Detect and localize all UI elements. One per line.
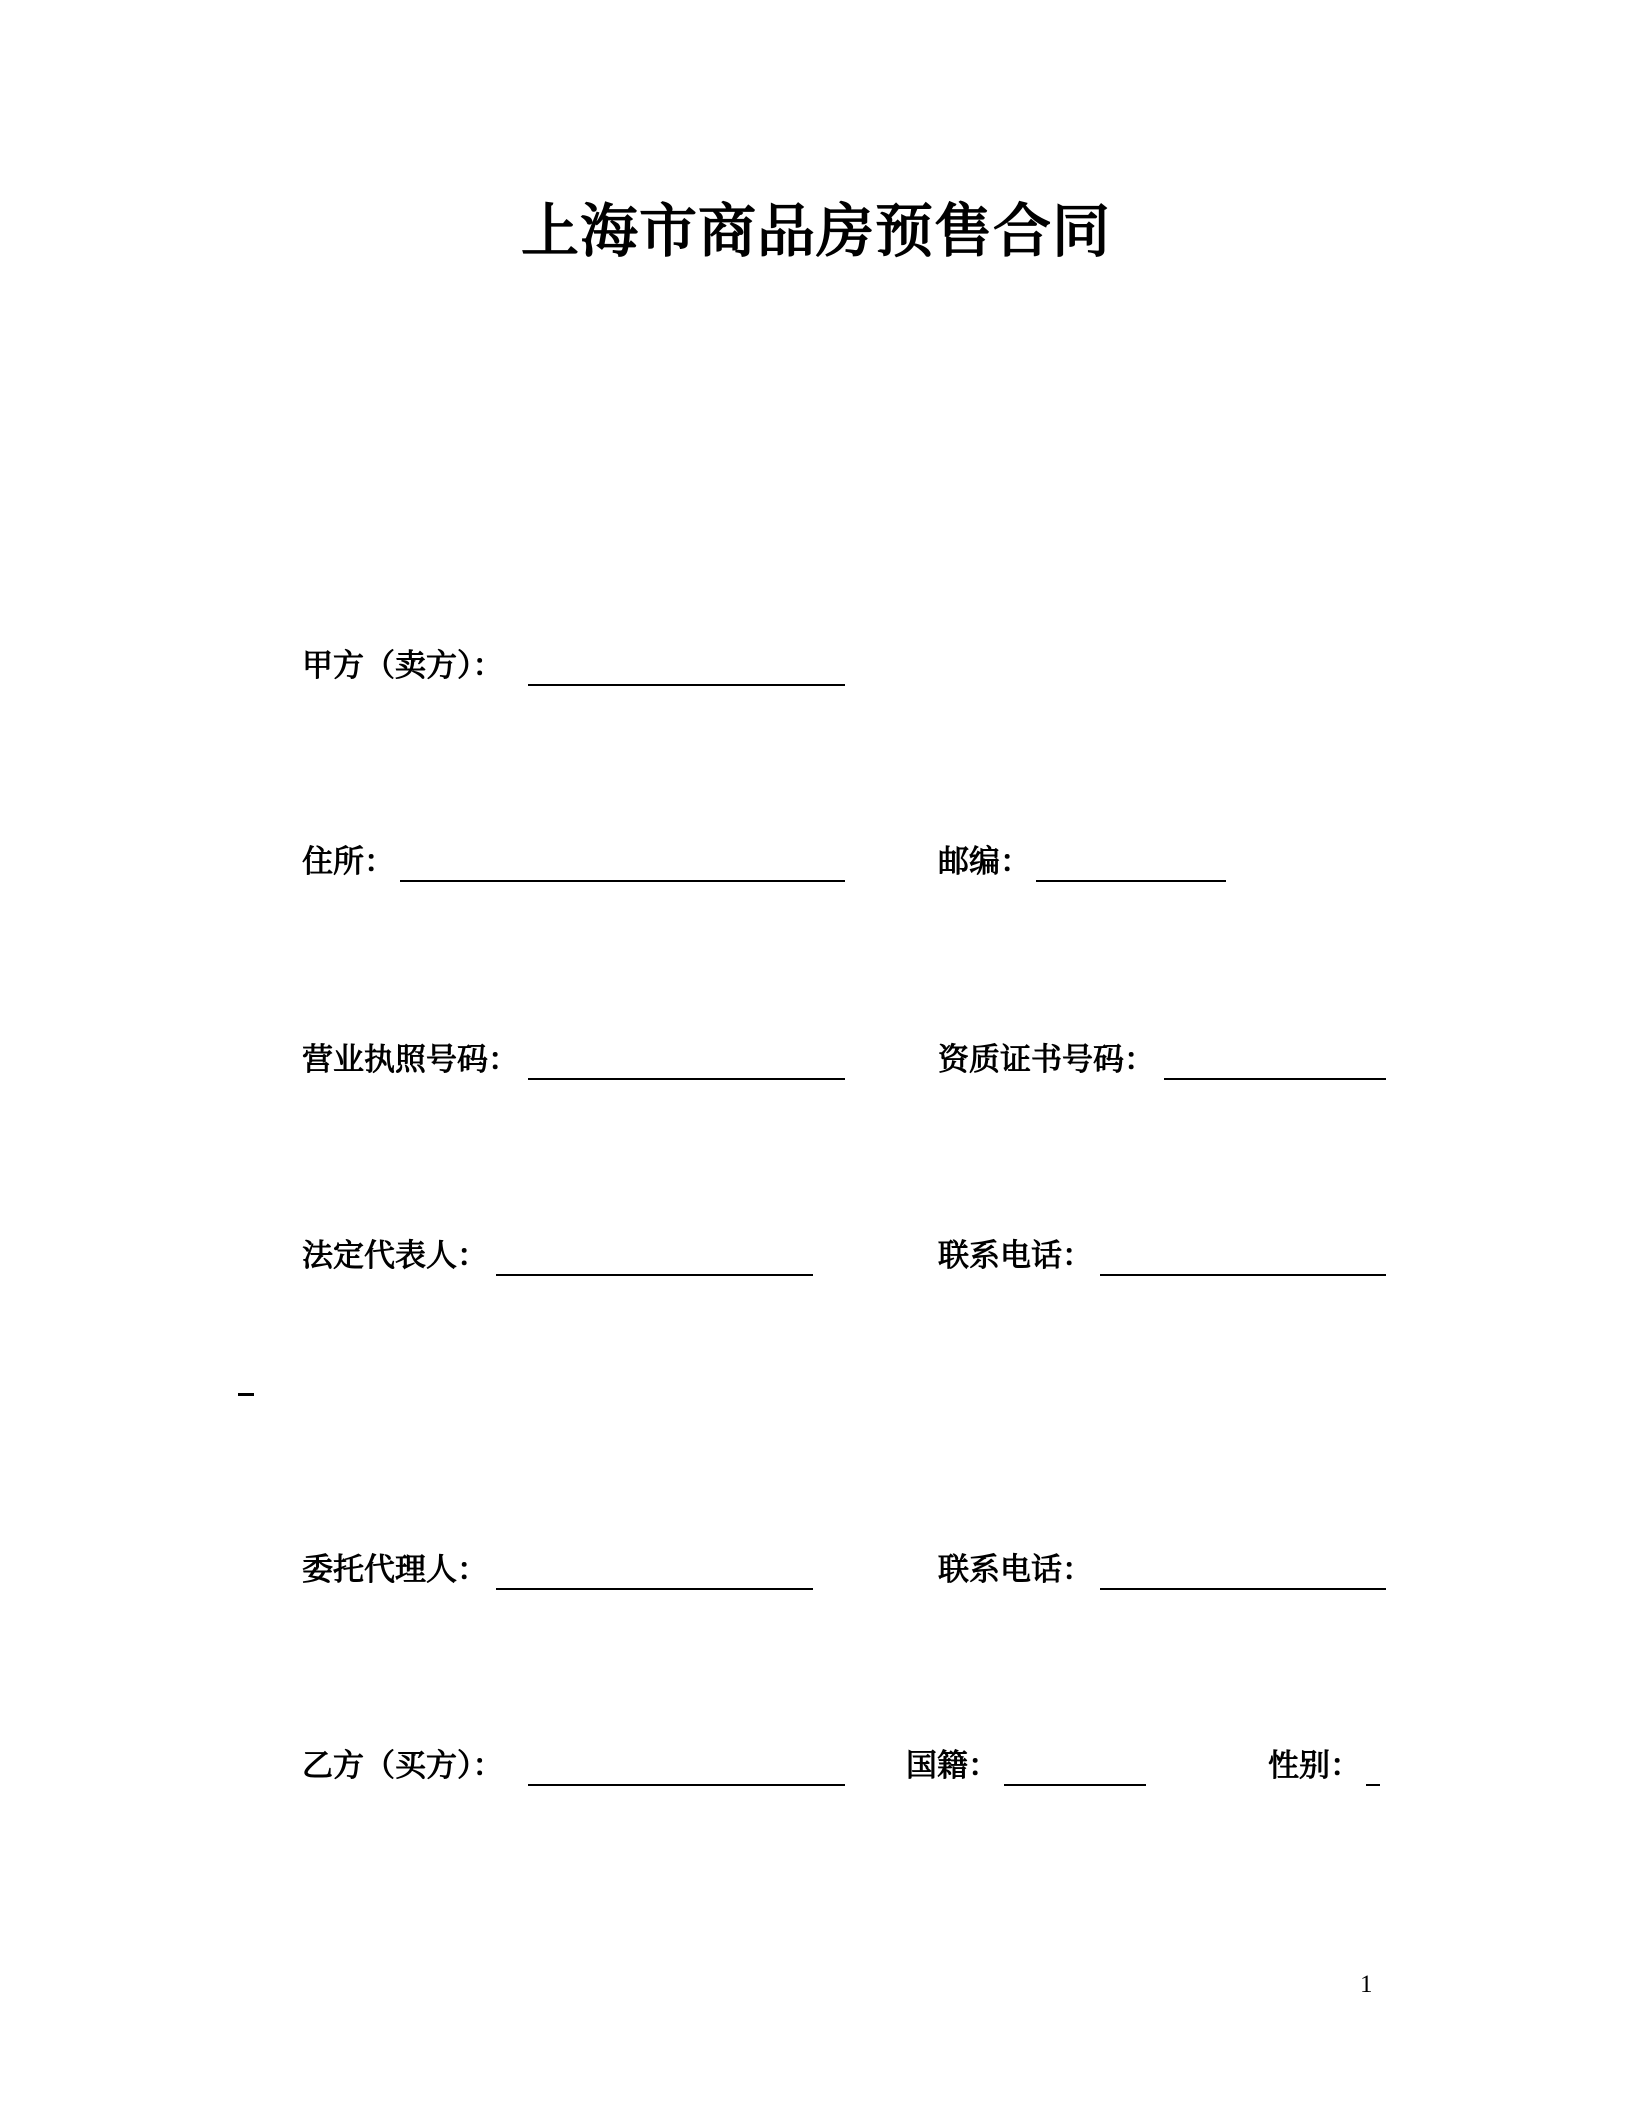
buyer-input-line[interactable] xyxy=(528,1736,845,1786)
buyer-label: 乙方（买方）： xyxy=(302,1748,504,1784)
nationality-input-line[interactable] xyxy=(1004,1736,1146,1786)
phone-1-label: 联系电话： xyxy=(938,1238,1093,1274)
seller-input-line[interactable] xyxy=(528,636,845,686)
gender-input-line[interactable] xyxy=(1366,1736,1380,1786)
phone-1-field xyxy=(938,1236,1388,1284)
postcode-input-line[interactable] xyxy=(1036,832,1226,882)
phone-2-label: 联系电话： xyxy=(938,1552,1093,1588)
nationality-field xyxy=(906,1746,1146,1794)
qualification-label: 资质证书号码： xyxy=(938,1042,1155,1078)
license-label: 营业执照号码： xyxy=(302,1042,519,1078)
agent-field xyxy=(302,1550,847,1598)
legal-rep-input-line[interactable] xyxy=(496,1226,813,1276)
address-field xyxy=(302,842,847,890)
buyer-field xyxy=(302,1746,847,1794)
stray-mark xyxy=(238,1393,254,1396)
seller-field xyxy=(302,646,847,694)
phone-1-input-line[interactable] xyxy=(1100,1226,1386,1276)
gender-field xyxy=(1268,1746,1390,1794)
postcode-label: 邮编： xyxy=(938,844,1031,880)
legal-rep-label: 法定代表人： xyxy=(302,1238,488,1274)
document-title: 上海市商品房预售合同 xyxy=(520,197,1111,265)
qualification-field xyxy=(938,1040,1388,1088)
qualification-input-line[interactable] xyxy=(1164,1030,1386,1080)
legal-rep-field xyxy=(302,1236,847,1284)
phone-2-input-line[interactable] xyxy=(1100,1540,1386,1590)
page-number: 1 xyxy=(1360,1971,1373,1998)
address-label: 住所： xyxy=(302,844,395,880)
gender-label: 性别： xyxy=(1268,1748,1361,1784)
nationality-label: 国籍： xyxy=(906,1748,999,1784)
agent-input-line[interactable] xyxy=(496,1540,813,1590)
agent-label: 委托代理人： xyxy=(302,1552,488,1588)
seller-label: 甲方（卖方）： xyxy=(302,648,504,684)
postcode-field xyxy=(938,842,1228,890)
license-field xyxy=(302,1040,847,1088)
phone-2-field xyxy=(938,1550,1388,1598)
license-input-line[interactable] xyxy=(528,1030,845,1080)
address-input-line[interactable] xyxy=(400,832,845,882)
